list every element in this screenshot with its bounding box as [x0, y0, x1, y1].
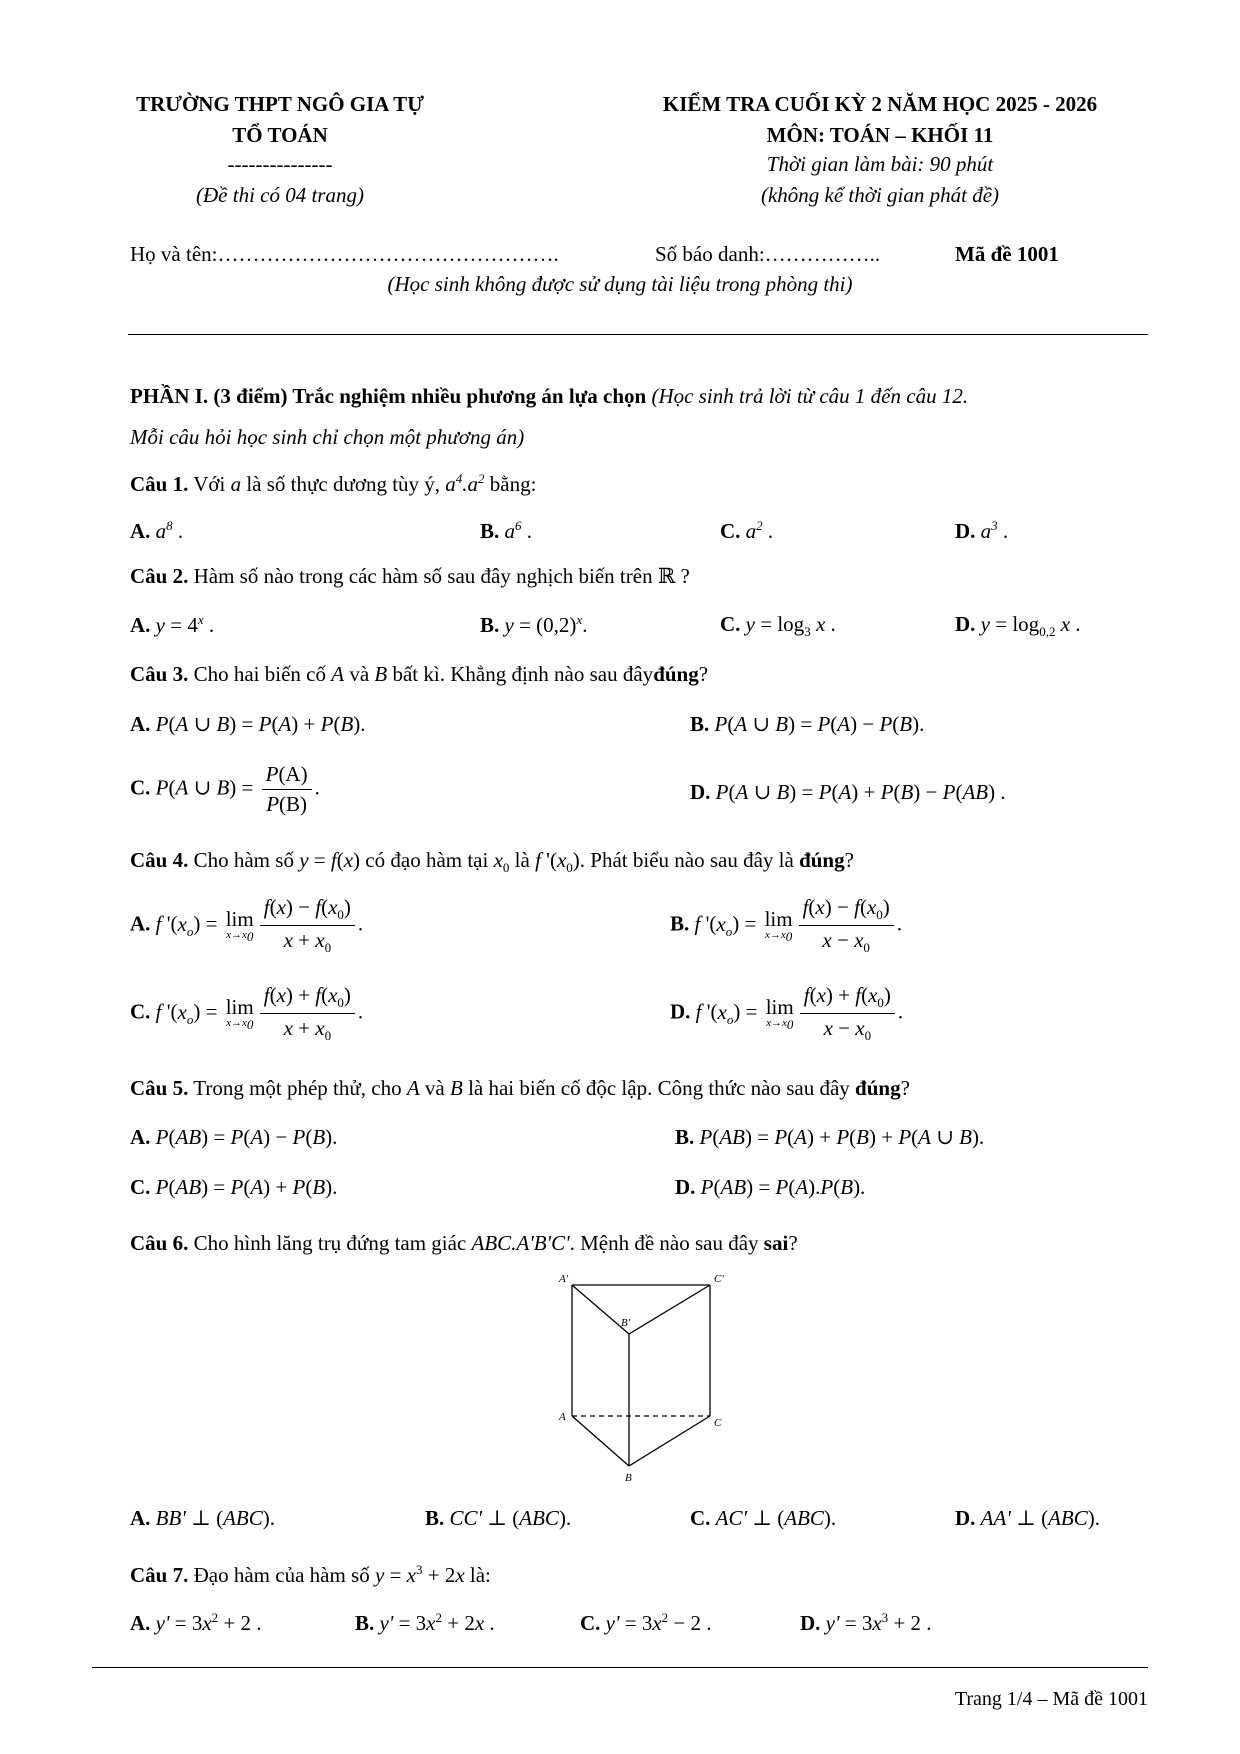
prism-figure: [555, 1270, 745, 1490]
department-name: TỔ TOÁN: [232, 123, 328, 147]
label-b-prime: B': [621, 1317, 631, 1329]
exam-rule-note: (Học sinh không được sử dụng tài liệu trong phòng thi): [387, 272, 853, 296]
q5-option-a[interactable]: A. P(AB) = P(A) − P(B).: [130, 1125, 338, 1149]
q1-option-b[interactable]: B. $a^6$ .: [480, 518, 533, 543]
q1-option-d[interactable]: D. $a^3$ .: [955, 518, 1009, 543]
q6-option-c[interactable]: C. AC' ⊥ (ABC).: [690, 1506, 837, 1530]
q3-option-c[interactable]: C. P(A ∪ B) = $\frac{P(A)}{P(B)}$ .: [130, 762, 320, 816]
question-6: Câu 6. Cho hình lăng trụ đứng tam giác ABC.A'B'C'. Mệnh đề nào sau đây sai?: [130, 1231, 798, 1255]
q2-option-c[interactable]: C. $y = \log_3 x$ .: [720, 612, 836, 640]
q3-option-d[interactable]: D. P(A ∪ B) = P(A) + P(B) − P(AB) .: [690, 780, 1006, 804]
question-2: Câu 2. Hàm số nào trong các hàm số sau đây nghịch biến trên ℝ ?: [130, 564, 690, 588]
student-name-label: Họ và tên:………………………………………….: [130, 242, 559, 266]
edge-cb: [629, 1416, 710, 1466]
exam-code: Mã đề 1001: [955, 242, 1059, 266]
pages-note: (Đề thi có 04 trang): [196, 183, 364, 207]
header-rule: [128, 334, 1148, 335]
question-5: Câu 5. Trong một phép thử, cho A và B là hai biến cố độc lập. Công thức nào sau đây đúng?: [130, 1076, 910, 1100]
edge-c1b1: [629, 1285, 710, 1334]
q1-option-c[interactable]: C. $a^2$ .: [720, 518, 774, 543]
q4-option-c[interactable]: C. f '$(x_o) = \lim$ $x\to x_0$ $\frac{f(x) + f(x_0)}{x + x_0}$ .: [130, 983, 364, 1044]
q7-option-b[interactable]: B. $y' = 3x^2 + 2x$ .: [355, 1610, 495, 1635]
part1-instruction: Mỗi câu hỏi học sinh chỉ chọn một phương án): [130, 425, 525, 449]
q2-option-a[interactable]: A. $y = 4^x$ .: [130, 612, 215, 637]
q7-option-c[interactable]: C. $y' = 3x^2 - 2$ .: [580, 1610, 712, 1635]
q7-option-a[interactable]: A. $y' = 3x^2 + 2$ .: [130, 1610, 262, 1635]
q5-option-c[interactable]: C. P(AB) = P(A) + P(B).: [130, 1175, 338, 1199]
q1-option-a[interactable]: A. $a^8$ .: [130, 518, 184, 543]
q7-option-d[interactable]: D. $y' = 3x^3 + 2$ .: [800, 1610, 932, 1635]
label-c-prime: C': [714, 1273, 724, 1285]
school-name: TRƯỜNG THPT NGÔ GIA TỰ: [136, 92, 424, 116]
exam-time: Thời gian làm bài: 90 phút: [766, 152, 994, 176]
header-divider: ---------------: [227, 152, 333, 176]
exam-title: KIỂM TRA CUỐI KỲ 2 NĂM HỌC 2025 - 2026: [662, 92, 1098, 116]
q5-option-b[interactable]: B. P(AB) = P(A) + P(B) + P(A ∪ B).: [675, 1125, 985, 1149]
q6-option-b[interactable]: B. CC' ⊥ (ABC).: [425, 1506, 572, 1530]
edge-ab: [572, 1416, 629, 1466]
q2-option-d[interactable]: D. $y = \log_{0,2} x$ .: [955, 612, 1081, 640]
label-a-prime: A': [559, 1273, 569, 1285]
label-c: C: [714, 1417, 722, 1429]
question-4: Câu 4. Cho hàm số y = f(x) có đạo hàm tại $x_0$ là f '$(x_0)$. Phát biểu nào sau đây là đúng?: [130, 848, 854, 876]
part1-heading: PHẦN I. (3 điểm) Trắc nghiệm nhiều phương án lựa chọn (Học sinh trả lời từ câu 1 đến câu 12.: [130, 384, 969, 408]
footer-rule: [92, 1667, 1148, 1668]
q2-option-b[interactable]: B. $y = (0,2)^x$.: [480, 612, 588, 637]
question-7: Câu 7. Đạo hàm của hàm số $y = x^3 + 2x$ là:: [130, 1562, 491, 1587]
q5-option-d[interactable]: D. P(AB) = P(A).P(B).: [675, 1175, 866, 1199]
question-3: Câu 3. Cho hai biến cố A và B bất kì. Khẳng định nào sau đâyđúng?: [130, 662, 709, 686]
q6-option-a[interactable]: A. BB' ⊥ (ABC).: [130, 1506, 275, 1530]
exam-time-note: (không kể thời gian phát đề): [760, 183, 1000, 207]
label-b: B: [625, 1472, 632, 1484]
q3-option-b[interactable]: B. P(A ∪ B) = P(A) − P(B).: [690, 712, 925, 736]
page-footer: Trang 1/4 – Mã đề 1001: [954, 1688, 1148, 1710]
q3-option-a[interactable]: A. P(A ∪ B) = P(A) + P(B).: [130, 712, 366, 736]
q4-option-a[interactable]: A. f '$(x_o) = \lim$ $x\to x_0$ $\frac{f(x) - f(x_0)}{x + x_0}$ .: [130, 895, 364, 956]
q6-option-d[interactable]: D. AA' ⊥ (ABC).: [955, 1506, 1100, 1530]
student-id-label: Số báo danh:……………..: [655, 242, 881, 266]
q4-option-b[interactable]: B. f '$(x_o) = \lim$ $x\to x_0$ $\frac{f(x) - f(x_0)}{x - x_0}$ .: [670, 895, 903, 956]
subject: MÔN: TOÁN – KHỐI 11: [766, 123, 994, 147]
label-a: A: [559, 1411, 566, 1423]
q4-option-d[interactable]: D. f '$(x_o) = \lim$ $x\to x_0$ $\frac{f(x) + f(x_0)}{x - x_0}$ .: [670, 983, 904, 1044]
question-1: Câu 1. Với a là số thực dương tùy ý, $a^4.a^2$ bằng:: [130, 471, 537, 496]
